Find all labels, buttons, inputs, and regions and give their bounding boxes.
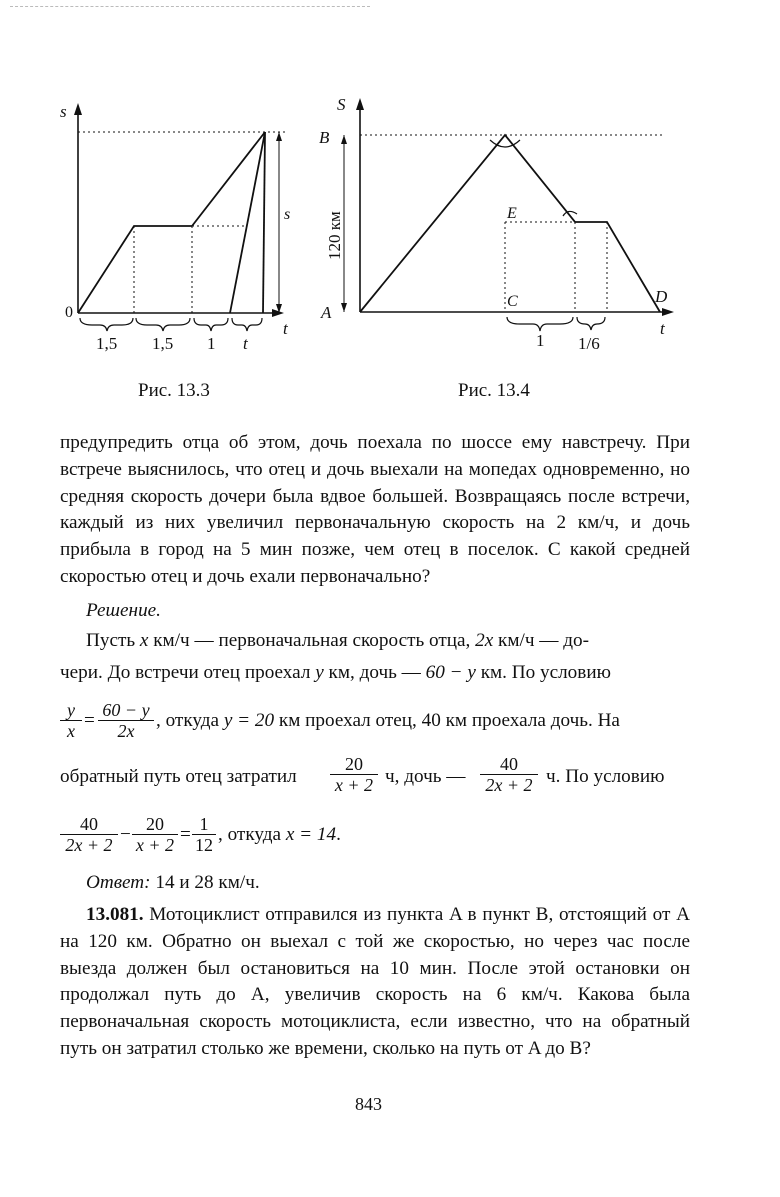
interval-label-3: 1 bbox=[207, 334, 216, 353]
interval-label-1: 1,5 bbox=[96, 334, 118, 353]
point-a-label: A bbox=[321, 303, 332, 322]
numerator: 60 − y bbox=[102, 700, 150, 720]
text: чери. До встречи отец проехал bbox=[60, 662, 316, 683]
interval-brace-4 bbox=[232, 318, 262, 331]
fraction-y-over-x bbox=[60, 700, 82, 741]
expr-y-20: y = 20 bbox=[223, 710, 275, 731]
fraction-40-over-2x2 bbox=[60, 814, 118, 855]
distance-arrow-top bbox=[341, 135, 347, 144]
problem-text: Мотоциклист отправился из пункта A в пункт B, отстоящий от A на 120 км. Обратно он выехал с той же скоростью, но через час после выезда должен был остановиться на 10 мин. После этой остановки он продолжал путь до A, увеличив скорость на 6 км/ч. Какова была первоначальная скорость мотоциклиста, если известно, что на обратный путь он затратил столько же времени, сколько на путь от A до B? bbox=[60, 904, 690, 1059]
numerator: 20 bbox=[146, 814, 164, 834]
text: км/ч — первоначальная скорость отца, bbox=[148, 630, 476, 651]
eq2-text-b: ч, дочь — bbox=[385, 766, 466, 787]
numerator: y bbox=[67, 700, 75, 720]
t-axis-label: t bbox=[660, 319, 665, 338]
answer-line bbox=[86, 872, 726, 894]
equals-sign: = bbox=[84, 710, 95, 731]
denominator: x bbox=[67, 721, 75, 741]
interval-label-4: t bbox=[243, 334, 248, 353]
answer-label: Ответ: bbox=[86, 872, 151, 893]
figure-13-4-caption: Рис. 13.4 bbox=[458, 380, 530, 401]
interval-brace-3 bbox=[194, 318, 228, 331]
denominator: 12 bbox=[195, 835, 213, 855]
eq3-tail bbox=[218, 824, 341, 846]
expr-60-y: 60 − y bbox=[425, 662, 476, 683]
numerator: 20 bbox=[345, 754, 363, 774]
fraction-1-over-12 bbox=[192, 814, 216, 855]
motorcyclist-path bbox=[360, 135, 660, 312]
var-x: x bbox=[139, 630, 149, 651]
text: км. По условию bbox=[475, 662, 611, 683]
figure-13-3 bbox=[50, 95, 310, 365]
text: Пусть bbox=[86, 630, 140, 651]
text: км, дочь — bbox=[323, 662, 426, 683]
problem-number: 13.081. bbox=[86, 904, 144, 925]
s-axis-label: S bbox=[337, 95, 346, 114]
s-axis-arrow bbox=[356, 98, 364, 110]
fraction-60-y-over-2x bbox=[98, 700, 154, 741]
eq2-text-c: ч. По условию bbox=[546, 766, 665, 787]
denominator: 2x + 2 bbox=[485, 775, 533, 795]
var-2x: 2x bbox=[475, 630, 494, 651]
page-number: 843 bbox=[355, 1094, 382, 1114]
point-b-label: B bbox=[319, 128, 330, 147]
interval-brace-1 bbox=[507, 317, 573, 331]
fraction-40-over-2x2 bbox=[480, 754, 538, 795]
t-axis-arrow bbox=[662, 308, 674, 316]
numerator: 1 bbox=[199, 814, 209, 834]
problem-text: предупредить отца об этом, дочь поехала по шоссе ему навстречу. При встрече выяснилось, что отец и дочь выехали на мопедах одновременно, но средняя скорость дочери была вдвое большей. Возвращаясь после встречи, каждый из них увеличил первоначальную скорость на 2 км/ч, и дочь прибыла в город на 5 мин позже, чем отец в поселок. С какой средней скоростью отец и дочь ехали первоначально? bbox=[60, 432, 690, 587]
solution-heading: Решение. bbox=[86, 600, 161, 621]
top-rule bbox=[10, 6, 370, 7]
denominator: 2x + 2 bbox=[65, 835, 113, 855]
s-height-arrow-top bbox=[276, 132, 282, 141]
interval-label-2: 1,5 bbox=[152, 334, 174, 353]
origin-label: 0 bbox=[65, 304, 73, 321]
interval-brace-1 bbox=[80, 318, 133, 331]
denominator: 2x bbox=[117, 721, 135, 741]
denominator: x + 2 bbox=[135, 835, 175, 855]
father-path bbox=[78, 132, 265, 313]
t-axis-arrow bbox=[272, 309, 284, 317]
point-e-label: E bbox=[507, 205, 517, 222]
fraction-20-over-x2 bbox=[132, 814, 178, 855]
s-height-label: s bbox=[284, 206, 291, 223]
solution-line-1 bbox=[86, 630, 726, 652]
answer-value: 14 и 28 км/ч. bbox=[150, 872, 260, 893]
text: , откуда bbox=[156, 710, 224, 731]
equals-sign: = bbox=[180, 824, 191, 845]
text: км/ч — до- bbox=[493, 630, 590, 651]
figure-13-3-caption: Рис. 13.3 bbox=[138, 380, 210, 401]
numerator: 40 bbox=[500, 754, 518, 774]
peak-angle-arc bbox=[490, 140, 520, 147]
interval-brace-2 bbox=[577, 317, 605, 330]
distance-label: 120 км bbox=[325, 211, 344, 260]
daughter-path bbox=[230, 132, 265, 313]
text: , откуда bbox=[218, 824, 286, 845]
numerator: 40 bbox=[80, 814, 98, 834]
problem-13-081 bbox=[60, 902, 690, 1063]
point-c-label: C bbox=[507, 293, 518, 310]
eq2-text-a: обратный путь отец затратил bbox=[60, 766, 297, 787]
father-return-path bbox=[263, 132, 265, 313]
minus-sign: − bbox=[120, 824, 131, 845]
text: . bbox=[336, 824, 341, 845]
interval-brace-2 bbox=[136, 318, 190, 331]
solution-line-2 bbox=[60, 662, 700, 684]
point-d-label: D bbox=[655, 287, 668, 306]
text: км проехал отец, 40 км проехала дочь. На bbox=[274, 710, 620, 731]
figure-13-4 bbox=[315, 90, 685, 365]
s-axis-arrow bbox=[74, 103, 82, 115]
expr-x-14: x = 14 bbox=[285, 824, 337, 845]
eq1-tail bbox=[156, 710, 620, 732]
denominator: x + 2 bbox=[334, 775, 374, 795]
fraction-20-over-x2 bbox=[330, 754, 378, 795]
var-y: y bbox=[315, 662, 324, 683]
distance-arrow-bottom bbox=[341, 303, 347, 312]
interval-label-2: 1/6 bbox=[578, 334, 600, 353]
interval-label-1: 1 bbox=[536, 331, 545, 350]
t-axis-label: t bbox=[283, 319, 288, 338]
s-axis-label: s bbox=[60, 102, 67, 121]
